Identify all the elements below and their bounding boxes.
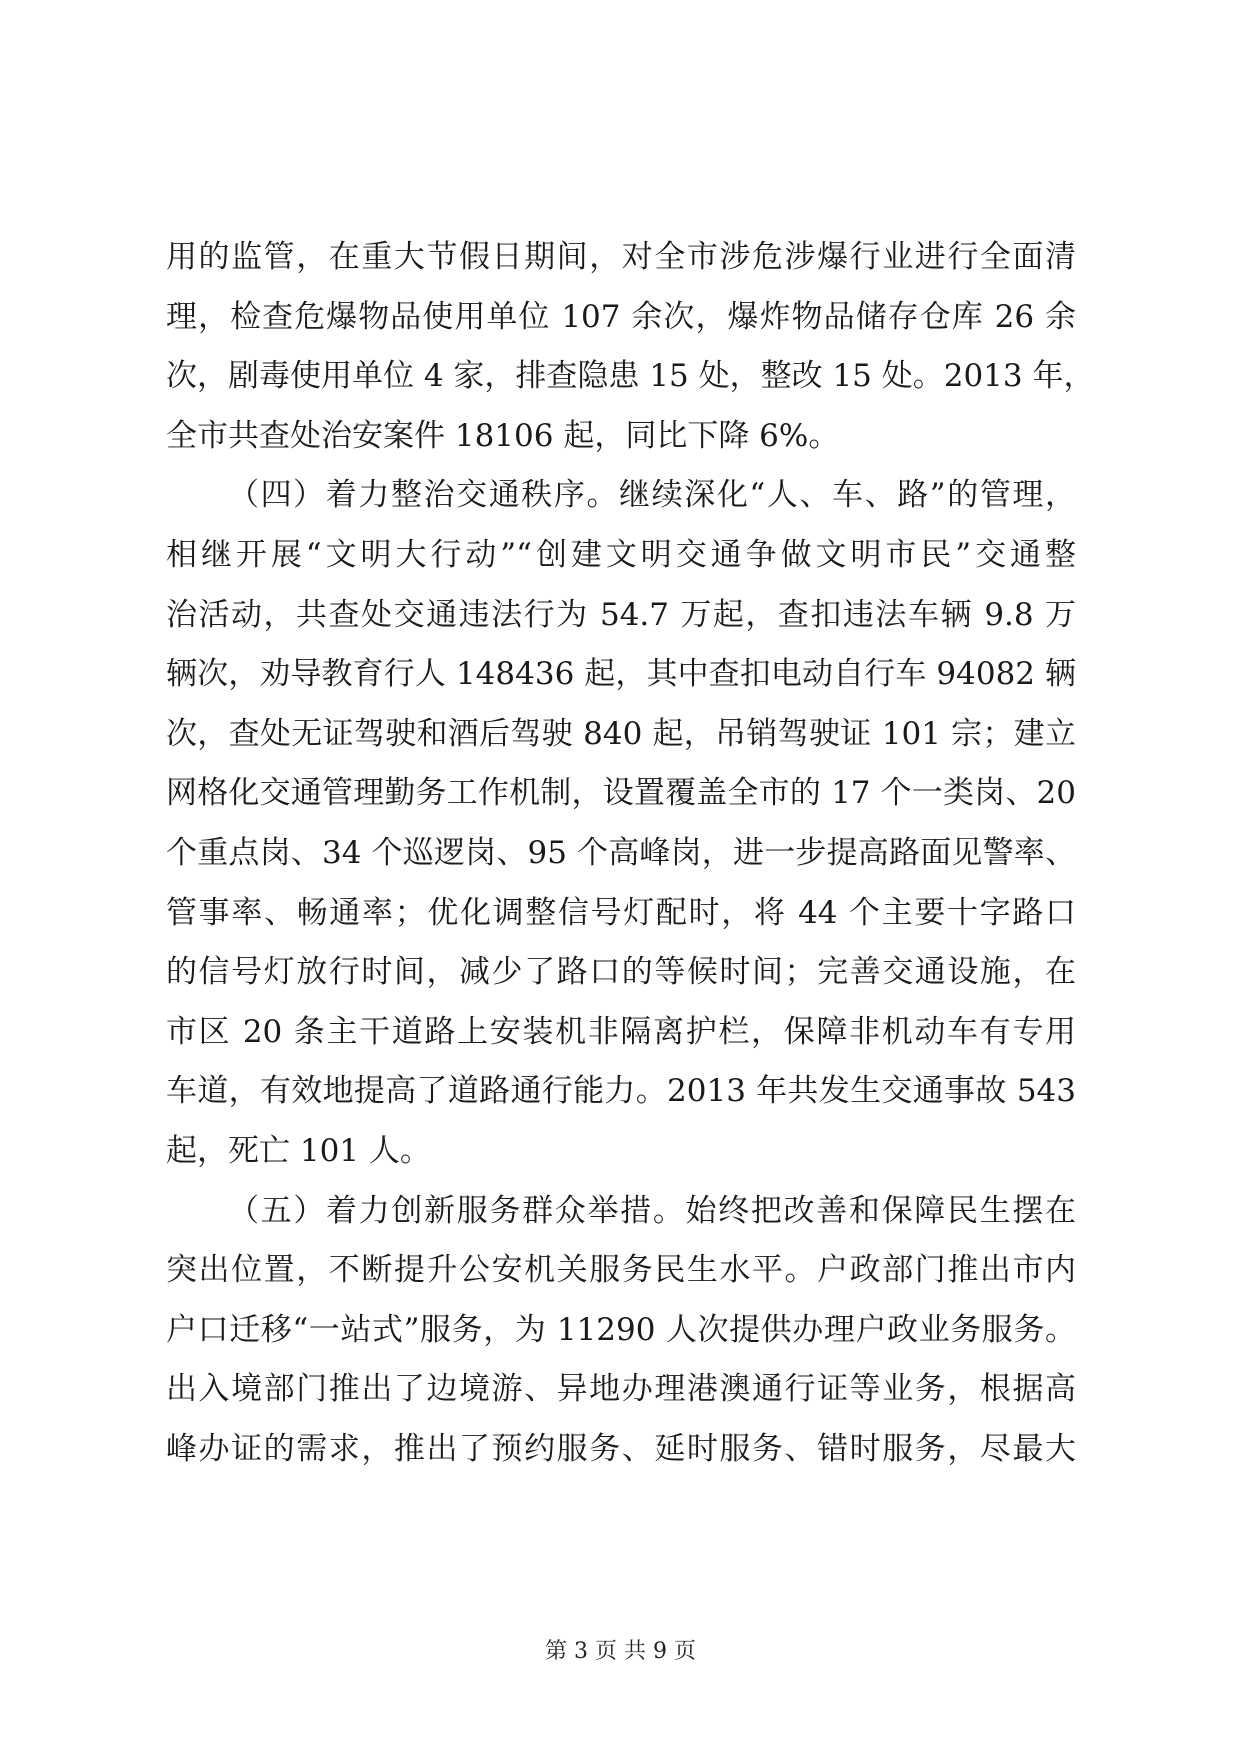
text-line: 出入境部门推出了边境游、异地办理港澳通行证等业务，根据高	[166, 1371, 1076, 1408]
text-line: 管事率、畅通率；优化调整信号灯配时，将 44 个主要十字路口	[166, 894, 1076, 931]
page-footer: 第 3 页 共 9 页	[545, 1639, 696, 1664]
text-line: 车道，有效地提高了道路通行能力。2013 年共发生交通事故 543	[166, 1073, 1076, 1110]
text-line: 市区 20 条主干道路上安装机非隔离护栏，保障非机动车有专用	[166, 1013, 1076, 1050]
text-line: 起，死亡 101 人。	[166, 1132, 431, 1169]
text-line: 户口迁移“一站式”服务，为 11290 人次提供办理户政业务服务。	[166, 1311, 1076, 1348]
text-line: 突出位置，不断提升公安机关服务民生水平。户政部门推出市内	[166, 1252, 1076, 1289]
text-line: 用的监管，在重大节假日期间，对全市涉危涉爆行业进行全面清	[166, 239, 1076, 275]
text-line: 峰办证的需求，推出了预约服务、延时服务、错时服务，尽最大	[166, 1430, 1076, 1467]
text-line: 次，剧毒使用单位 4 家，排查隐患 15 处，整改 15 处。2013 年，	[166, 358, 1095, 395]
text-line: 次，查处无证驾驶和酒后驾驶 840 起，吊销驾驶证 101 宗；建立	[166, 715, 1076, 752]
text-line: 辆次，劝导教育行人 148436 起，其中查扣电动自行车 94082 辆	[166, 656, 1076, 693]
text-line: 的信号灯放行时间，减少了路口的等候时间；完善交通设施，在	[166, 954, 1076, 991]
body-text	[166, 228, 1095, 1479]
text-line: 全市共查处治安案件 18106 起，同比下降 6%。	[166, 417, 840, 454]
text-line: 治活动，共查处交通违法行为 54.7 万起，查扣违法车辆 9.8 万	[166, 596, 1076, 633]
text-line: 个重点岗、34 个巡逻岗、95 个高峰岗，进一步提高路面见警率、	[166, 834, 1076, 871]
text-line: （五）着力创新服务群众举措。始终把改善和保障民生摆在	[228, 1192, 1076, 1229]
text-line: 理，检查危爆物品使用单位 107 余次，爆炸物品储存仓库 26 余	[166, 298, 1076, 335]
text-line: （四）着力整治交通秩序。继续深化“人、车、路”的管理，	[228, 477, 1076, 514]
text-line: 网格化交通管理勤务工作机制，设置覆盖全市的 17 个一类岗、20	[166, 775, 1076, 812]
text-line: 相继开展“文明大行动”“创建文明交通争做文明市民”交通整	[166, 536, 1076, 573]
